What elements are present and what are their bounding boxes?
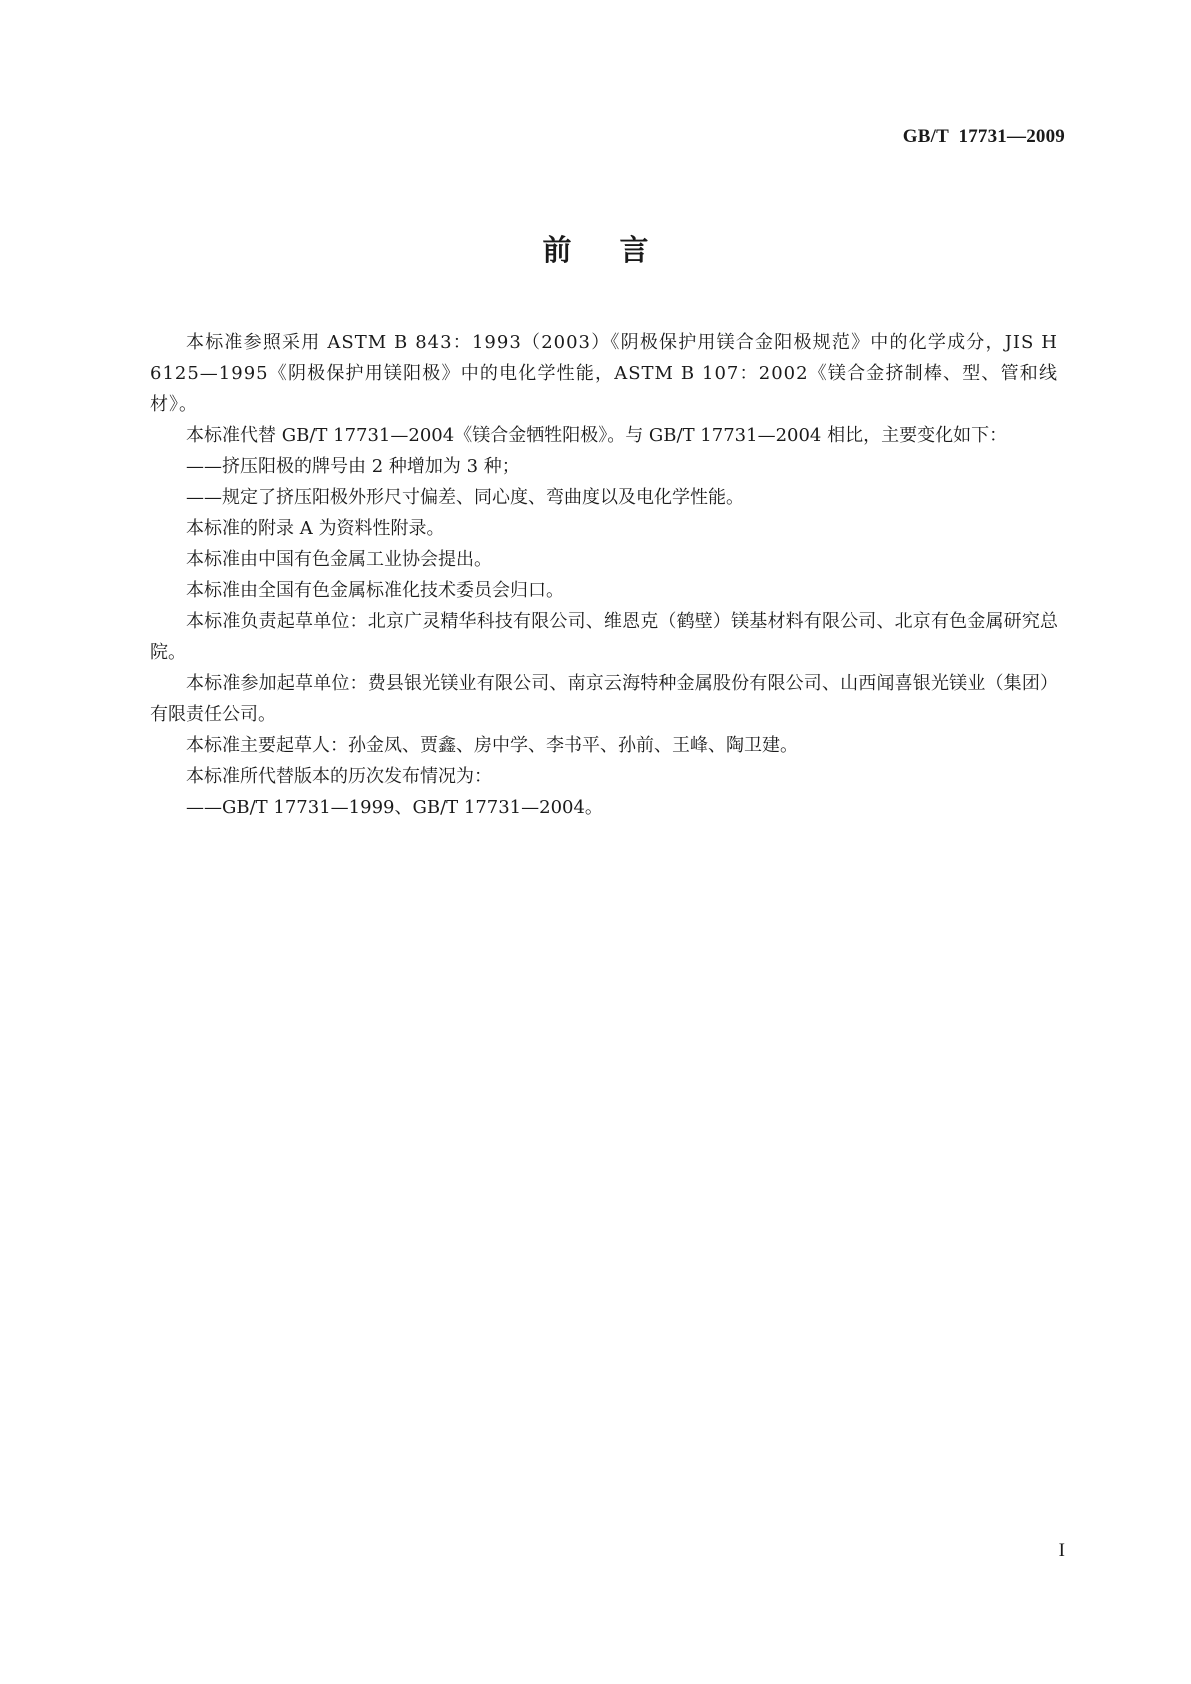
paragraph-annex: 本标准的附录 A 为资料性附录。 bbox=[186, 518, 445, 539]
paragraph-main-authors: 本标准主要起草人：孙金凤、贾鑫、房中学、李书平、孙前、王峰、陶卫建。 bbox=[186, 735, 798, 756]
paragraph-participating-drafters: 本标准参加起草单位：费县银光镁业有限公司、南京云海特种金属股份有限公司、山西闻喜银光镁业（集团）有限责任公司。 bbox=[150, 673, 1058, 725]
change-item-tolerances: ——规定了挤压阳极外形尺寸偏差、同心度、弯曲度以及电化学性能。 bbox=[186, 487, 744, 508]
page-number: I bbox=[1058, 1540, 1065, 1561]
paragraph-lead-drafters: 本标准负责起草单位：北京广灵精华科技有限公司、维恩克（鹤壁）镁基材料有限公司、北京有色金属研究总院。 bbox=[150, 611, 1058, 663]
paragraph-proposer: 本标准由中国有色金属工业协会提出。 bbox=[186, 549, 492, 570]
previous-editions-item: ——GB/T 17731—1999、GB/T 17731—2004。 bbox=[186, 797, 603, 818]
paragraph-replaces: 本标准代替 GB/T 17731—2004《镁合金牺牲阳极》。与 GB/T 17731—2004 相比，主要变化如下： bbox=[186, 425, 1008, 446]
standard-code: GB/T 17731—2009 bbox=[902, 126, 1065, 147]
page-title: 前言 bbox=[542, 233, 697, 267]
foreword-body bbox=[150, 327, 1058, 823]
paragraph-previous-editions: 本标准所代替版本的历次发布情况为： bbox=[186, 766, 492, 787]
paragraph-committee: 本标准由全国有色金属标准化技术委员会归口。 bbox=[186, 580, 564, 601]
change-item-grades: ——挤压阳极的牌号由 2 种增加为 3 种； bbox=[186, 456, 520, 477]
paragraph-references: 本标准参照采用 ASTM B 843：1993（2003）《阴极保护用镁合金阳极规范》中的化学成分，JIS H 6125—1995《阴极保护用镁阳极》中的电化学性能，ASTM B 107：2002《镁合金挤制棒、型、管和线材》。 bbox=[150, 332, 1058, 415]
